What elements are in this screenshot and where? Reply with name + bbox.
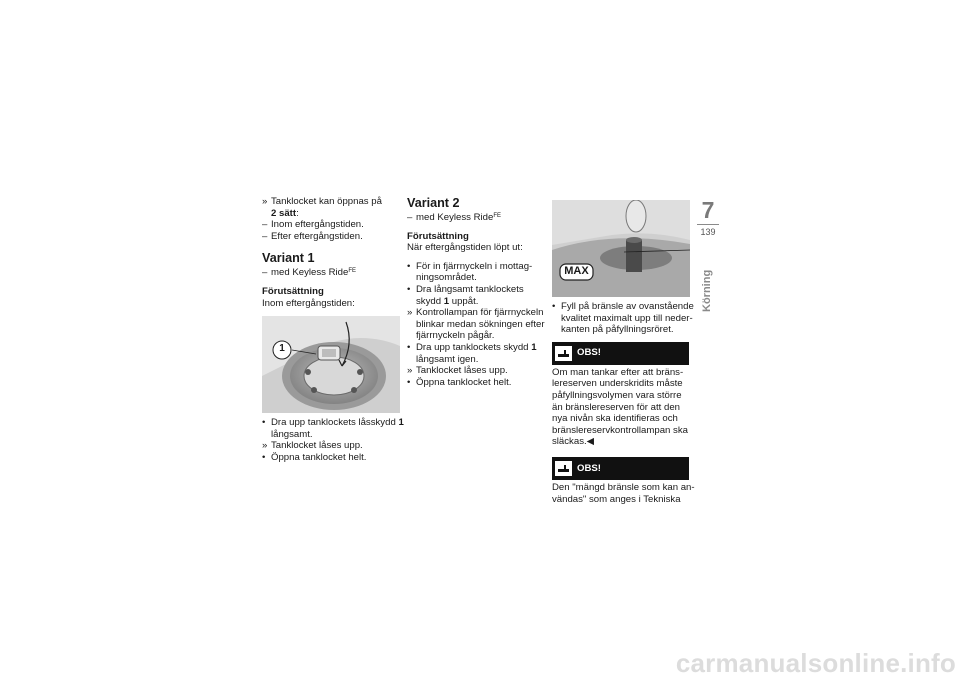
- list-item: • Dra upp tanklockets låsskydd 1: [262, 417, 404, 429]
- column-1: [262, 196, 402, 464]
- bullet-marker-icon: •: [262, 417, 266, 429]
- dash-marker-icon: –: [262, 219, 268, 231]
- chapter-divider: [697, 224, 719, 225]
- figure-label-max: MAX: [564, 265, 589, 277]
- keyless-note: – med Keyless Ride$^{FE}$: [262, 267, 356, 279]
- chapter-number: 7: [701, 197, 715, 223]
- page-number: 139: [700, 227, 716, 237]
- condition-text: Inom eftergångstiden:: [262, 297, 355, 309]
- right-arrow-marker-icon: »: [407, 307, 413, 319]
- list-item: • Öppna tanklocket helt.: [262, 451, 367, 463]
- list-item-continued: blinkar medan sökningen efter: [416, 318, 545, 330]
- bullet-marker-icon: •: [552, 301, 556, 312]
- list-item: – Efter eftergångstiden.: [262, 230, 363, 242]
- watermark: carmanualsonline.info: [675, 648, 956, 678]
- bullet-marker-icon: •: [407, 376, 411, 388]
- list-item: » Tanklocket låses upp.: [407, 365, 508, 377]
- list-item-continued: kvalitet maximalt upp till neder-: [561, 312, 693, 324]
- list-item: • Fyll på bränsle av ovanstående: [552, 301, 694, 312]
- notice-box: [552, 457, 689, 480]
- right-arrow-marker-icon: »: [262, 440, 268, 452]
- bullet-marker-icon: •: [262, 451, 266, 463]
- notice-line: Den "mängd bränsle som kan an-: [552, 481, 695, 493]
- list-item-continued: långsamt igen.: [416, 353, 479, 365]
- notice-title: OBS!: [577, 347, 601, 359]
- list-item: – Inom eftergångstiden.: [262, 219, 364, 231]
- intro-line-2: 2 sätt:: [271, 207, 299, 219]
- list-item: • För in fjärrnyckeln i mottag-: [407, 260, 533, 272]
- list-item-continued: fjärrnyckeln pågår.: [416, 330, 495, 342]
- list-item: • Öppna tanklocket helt.: [407, 376, 512, 388]
- notice-line: bränslereservkontrollampan ska: [552, 424, 688, 436]
- list-item-continued: ningsområdet.: [416, 272, 477, 284]
- list-item-continued: kanten på påfyllningsröret.: [561, 324, 674, 336]
- column-2: [407, 196, 547, 388]
- list-item-continued: långsamt.: [271, 428, 313, 440]
- end-mark-icon: ◀: [586, 436, 595, 448]
- right-arrow-marker-icon: »: [262, 196, 268, 207]
- bullet-marker-icon: •: [407, 260, 411, 272]
- notice-line: lereserven underskridits måste: [552, 378, 683, 390]
- dash-marker-icon: –: [407, 212, 413, 223]
- keyless-note: – med Keyless Ride$^{FE}$: [407, 212, 501, 223]
- notice-hand-icon: [555, 461, 572, 476]
- dash-marker-icon: –: [262, 267, 268, 279]
- notice-line: påfyllningsvolymen vara större: [552, 389, 682, 401]
- notice-box: [552, 342, 689, 365]
- fuel-filler-photo: [552, 200, 690, 297]
- tank-cap-photo: [262, 316, 400, 413]
- section-heading: Variant 2: [407, 196, 460, 210]
- condition-text: När eftergångstiden löpt ut:: [407, 242, 523, 254]
- list-item-continued: skydd 1 uppåt.: [416, 295, 479, 307]
- right-arrow-marker-icon: »: [407, 365, 413, 377]
- notice-line: släckas.◀: [552, 436, 595, 448]
- figure-label-1: 1: [279, 343, 285, 355]
- subheading: Förutsättning: [407, 230, 469, 242]
- intro-line: » Tanklocket kan öppnas på: [262, 196, 382, 207]
- notice-line: vändas" som anges i Tekniska: [552, 493, 681, 505]
- section-heading: Variant 1: [262, 251, 315, 266]
- notice-line: än bränslereserven för att den: [552, 401, 680, 413]
- notice-line: nya nivån ska identifieras och: [552, 413, 678, 425]
- notice-line: Om man tankar efter att bräns-: [552, 366, 684, 378]
- notice-text: [552, 481, 695, 505]
- subheading: Förutsättning: [262, 285, 324, 297]
- column-3: [552, 196, 695, 505]
- list-item: » Tanklocket låses upp.: [262, 440, 363, 452]
- notice-hand-icon: [555, 346, 572, 361]
- bullet-marker-icon: •: [407, 283, 411, 295]
- list-item: • Dra upp tanklockets skydd 1: [407, 341, 537, 353]
- notice-title: OBS!: [577, 462, 601, 474]
- chapter-title: Körning: [701, 269, 713, 312]
- notice-text: [552, 367, 692, 448]
- list-item: » Kontrollampan för fjärrnyckeln: [407, 307, 544, 319]
- list-item: • Dra långsamt tanklockets: [407, 283, 524, 295]
- bullet-marker-icon: •: [407, 341, 411, 353]
- dash-marker-icon: –: [262, 230, 268, 242]
